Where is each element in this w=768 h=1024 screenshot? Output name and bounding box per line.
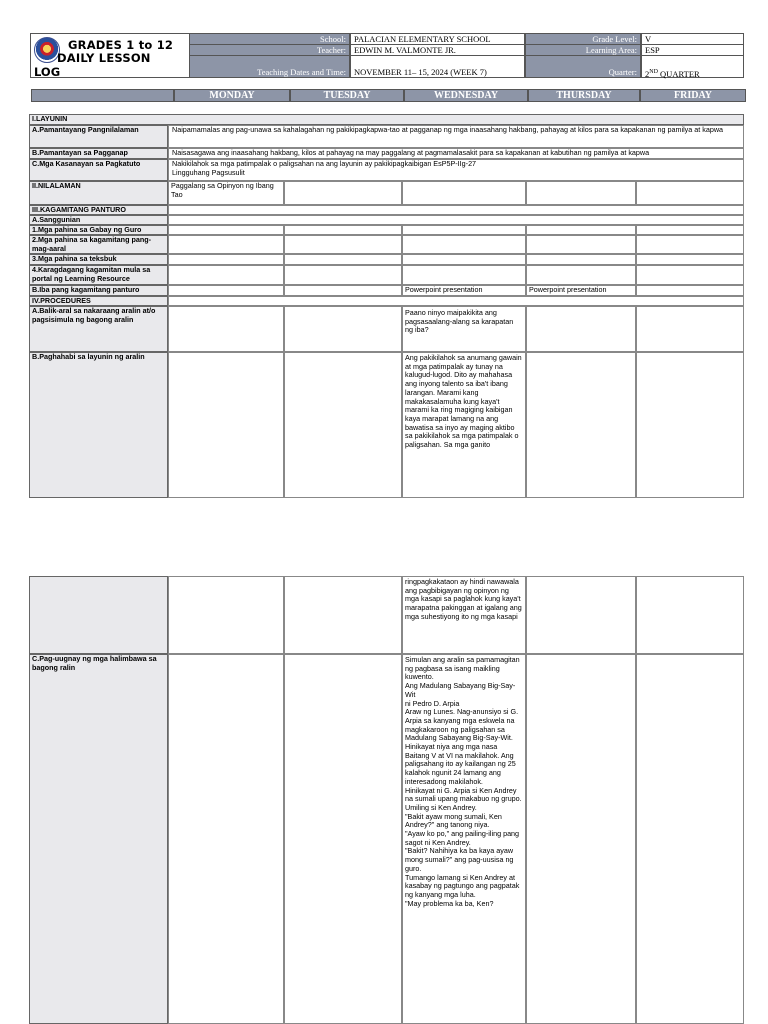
row-balik-aral — [29, 306, 744, 352]
title-line-2: DAILY LESSON — [57, 51, 151, 65]
monday-cell — [168, 654, 284, 1024]
teacher-label: Teacher: — [189, 44, 350, 56]
tuesday-cell — [284, 254, 402, 265]
empty-span — [168, 205, 744, 215]
tuesday-cell — [284, 225, 402, 235]
row-gabay-guro — [29, 225, 744, 235]
row-label: 1.Mga pahina sa Gabay ng Guro — [29, 225, 168, 235]
friday-cell — [636, 181, 744, 205]
wednesday-cell: Simulan ang aralin sa pamamagitan ng pagbasa sa isang maikling kuwento. Ang Madulang Sabayang Big-Say-Wit ni Pedro D. Arpia Araw ng Lunes. Nag-anunsiyo si G. Arpia sa kanyang mga eskwela na magkakaroon ng paligsahan sa Madulang Sabayang Big-Say-Wit. Hinikayat niya ang mga nasa Baitang V at VI na makilahok. Ang paligsahang ito ay kailangan ng 25 kalahok ngunit 24 lamang ang interesadong makilahok. Hinikayat ni G. Arpia si Ken Andrey na sumali upang makabuo ng grupo. Umiling si Ken Andrey. "Bakit ayaw mong sumali, Ken Andrey?" ang tanong niya. "Ayaw ko po," ang pailing-iling pang sagot ni Ken Andrey. "Bakit? Nahihiya ka ba kaya ayaw mong sumali?" ang pag-uusisa ng guro. Tumango lamang si Ken Andrey at kasabay ng pagtungo ang pagpatak ng kanyang mga luha. "May problema ka ba, Ken? — [402, 654, 526, 1024]
row-karagdagang-kagamitan — [29, 265, 744, 285]
row-layunin — [29, 114, 744, 125]
row-teksbuk — [29, 254, 744, 265]
row-label-empty — [29, 576, 168, 654]
friday-cell — [636, 306, 744, 352]
tuesday-cell — [284, 181, 402, 205]
empty-span — [168, 215, 744, 225]
day-header-tuesday: TUESDAY — [290, 89, 404, 102]
performance-standard-text: Naisasagawa ang inaasahang hakbang, kilos at pahayag na may paggalang at pagmamalasakit para sa kapakanan at kabutihan ng pamilya at kapwa — [168, 148, 744, 159]
row-kagamitang-panturo — [29, 205, 744, 215]
wednesday-cell: Paano ninyo maipakikita ang pagsasaalang-alang sa karapatan ng iba? — [402, 306, 526, 352]
title-line-1: GRADES 1 to 12 — [68, 38, 174, 52]
competency-text: Nakikilahok sa mga patimpalak o paligsahan na ang layunin ay pakikipagkaibigan EsP5P-IIg-27 Lingguhang Pagsusulit — [168, 159, 744, 181]
title-line-3: LOG — [34, 65, 61, 79]
thursday-cell — [526, 265, 636, 285]
teaching-dates-label: Teaching Dates and Time: — [189, 55, 350, 78]
friday-cell — [636, 654, 744, 1024]
row-label: C.Pag-uugnay ng mga halimbawa sa bagong ralin — [29, 654, 168, 1024]
row-kagamitang-mag-aaral — [29, 235, 744, 254]
row-label: II.NILALAMAN — [29, 181, 168, 205]
row-label: C.Mga Kasanayan sa Pagkatuto — [29, 159, 168, 181]
monday-cell — [168, 235, 284, 254]
thursday-cell — [526, 235, 636, 254]
friday-cell — [636, 265, 744, 285]
row-paghahabi — [29, 352, 744, 498]
tuesday-cell — [284, 235, 402, 254]
school-label: School: — [189, 33, 350, 45]
row-iba-pang-kagamitan — [29, 285, 744, 296]
thursday-cell — [526, 254, 636, 265]
row-paghahabi-continued — [29, 576, 744, 654]
friday-cell — [636, 352, 744, 498]
thursday-cell — [526, 654, 636, 1024]
tuesday-cell — [284, 265, 402, 285]
row-procedures — [29, 296, 744, 306]
teacher-value: EDWIN M. VALMONTE JR. — [350, 44, 525, 56]
grade-level-label: Grade Level: — [525, 33, 641, 45]
wednesday-cell: ringpagkakataon ay hindi nawawala ang pagbibigayan ng opinyon ng mga kasapi sa paglahok kung kaya't marapatna pakinggan at igalang ang mga suhestiyong ito ng mga kasapi — [402, 576, 526, 654]
row-label: B.Paghahabi sa layunin ng aralin — [29, 352, 168, 498]
row-label: IV.PROCEDURES — [29, 296, 168, 306]
quarter-label: Quarter: — [525, 55, 641, 78]
dll-title-box — [30, 33, 190, 78]
row-pamantayan-pagganap — [29, 148, 744, 159]
tuesday-cell — [284, 352, 402, 498]
quarter-value: 2ND QUARTER — [641, 55, 744, 78]
day-header-wednesday: WEDNESDAY — [404, 89, 528, 102]
row-label: A.Sanggunian — [29, 215, 168, 225]
row-pag-uugnay — [29, 654, 744, 1024]
row-label: B.Iba pang kagamitang panturo — [29, 285, 168, 296]
monday-cell — [168, 265, 284, 285]
wednesday-cell: Ang pakikilahok sa anumang gawain at mga patimpalak ay tunay na kalugud-lugod. Dito ay mahahasa ang inyong talento sa iba't ibang larangan. Marami kang makakasalamuha kung kaya't marami ka ring magiging kaibigan kaya marapat lamang na ang bawatisa sa inyo ay maging aktibo sa pakikilahok sa mga patimpalak o paligsahan. Sa mga ganito — [402, 352, 526, 498]
content-standard-text: Naipamamalas ang pag-unawa sa kahalagahan ng pakikipagkapwa-tao at pagganap ng mga inaasahang hakbang, pahayag at kilos para sa kapakanan ng pamilya at kapwa — [168, 125, 744, 148]
row-label: 4.Karagdagang kagamitan mula sa portal ng Learning Resource — [29, 265, 168, 285]
teaching-dates-value: NOVEMBER 11– 15, 2024 (WEEK 7) — [350, 55, 525, 78]
tuesday-cell — [284, 576, 402, 654]
row-label: 3.Mga pahina sa teksbuk — [29, 254, 168, 265]
tuesday-cell — [284, 654, 402, 1024]
monday-cell — [168, 254, 284, 265]
friday-cell — [636, 576, 744, 654]
wednesday-cell — [402, 181, 526, 205]
row-label: III.KAGAMITANG PANTURO — [29, 205, 168, 215]
section-heading: I.LAYUNIN — [29, 114, 744, 125]
wednesday-cell — [402, 235, 526, 254]
row-pamantayang-pangnilalaman — [29, 125, 744, 148]
thursday-cell — [526, 225, 636, 235]
wednesday-cell: Powerpoint presentation — [402, 285, 526, 296]
row-label: 2.Mga pahina sa kagamitang pang-mag-aaral — [29, 235, 168, 254]
row-label: A.Balik-aral sa nakaraang aralin at/o pagsisimula ng bagong aralin — [29, 306, 168, 352]
wednesday-cell — [402, 254, 526, 265]
monday-cell — [168, 225, 284, 235]
learning-area-label: Learning Area: — [525, 44, 641, 56]
grade-level-value: V — [641, 33, 744, 45]
monday-cell: Paggalang sa Opinyon ng Ibang Tao — [168, 181, 284, 205]
learning-area-value: ESP — [641, 44, 744, 56]
thursday-cell — [526, 306, 636, 352]
thursday-cell — [526, 352, 636, 498]
thursday-cell: Powerpoint presentation — [526, 285, 636, 296]
monday-cell — [168, 576, 284, 654]
wednesday-cell — [402, 265, 526, 285]
tuesday-cell — [284, 306, 402, 352]
day-header-monday: MONDAY — [174, 89, 290, 102]
tuesday-cell — [284, 285, 402, 296]
empty-span — [168, 296, 744, 306]
row-kasanayan — [29, 159, 744, 181]
row-sanggunian — [29, 215, 744, 225]
thursday-cell — [526, 576, 636, 654]
day-header-friday: FRIDAY — [640, 89, 746, 102]
monday-cell — [168, 306, 284, 352]
monday-cell — [168, 352, 284, 498]
friday-cell — [636, 285, 744, 296]
row-label: B.Pamantayan sa Pagganap — [29, 148, 168, 159]
day-header-blank — [31, 89, 174, 102]
row-label: A.Pamantayang Pangnilalaman — [29, 125, 168, 148]
wednesday-cell — [402, 225, 526, 235]
friday-cell — [636, 225, 744, 235]
thursday-cell — [526, 181, 636, 205]
monday-cell — [168, 285, 284, 296]
friday-cell — [636, 235, 744, 254]
friday-cell — [636, 254, 744, 265]
row-nilalaman — [29, 181, 744, 205]
school-value: PALACIAN ELEMENTARY SCHOOL — [350, 33, 525, 45]
day-header-thursday: THURSDAY — [528, 89, 640, 102]
